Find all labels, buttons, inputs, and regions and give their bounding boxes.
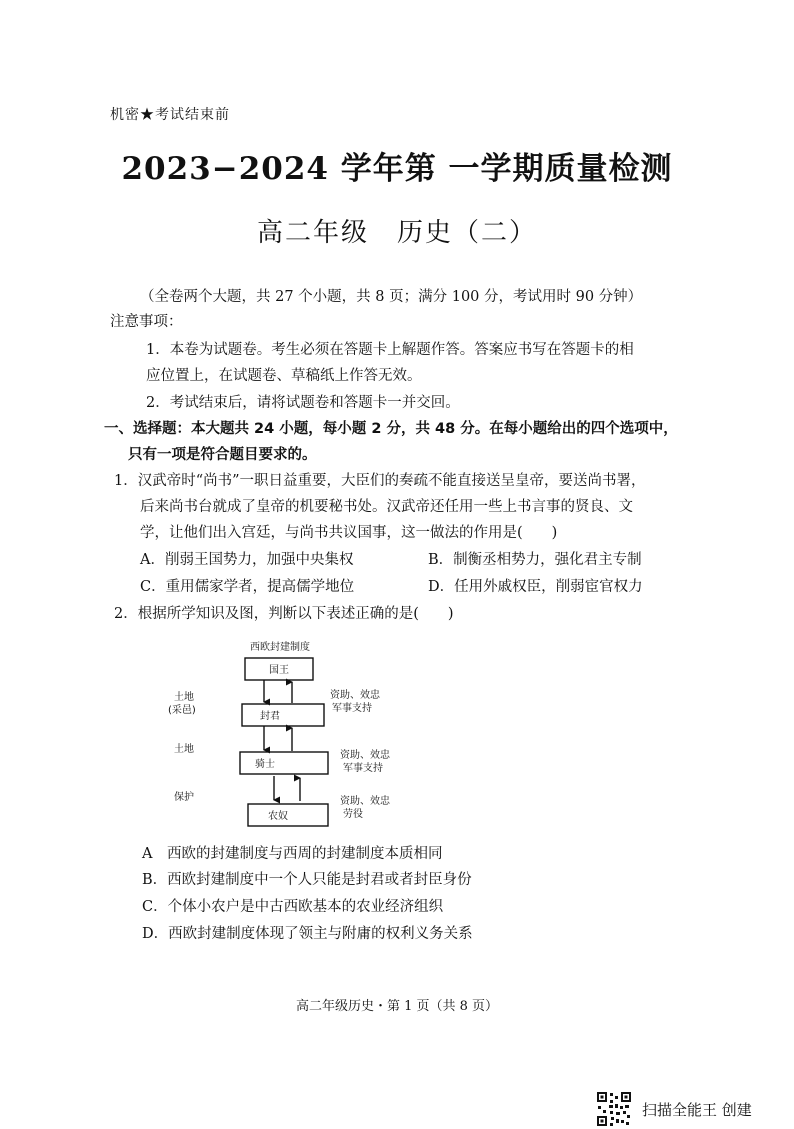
page-footer: 高二年级历史・第 1 页（共 8 页） (295, 999, 499, 1014)
confidential-label: 机密★考试结束前 (110, 107, 230, 123)
question-1-option-b: B．制衡丞相势力，强化君主专制 (428, 552, 642, 568)
section-heading: 一、选择题：本大题共 24 小题，每小题 2 分，共 48 分。在每小题给出的四个选项中， (104, 421, 678, 437)
left-label-3: 保护 (174, 792, 194, 803)
feudal-system-diagram (160, 636, 420, 836)
knight-label: 骑士 (255, 759, 275, 770)
question-1-line-3: 学，让他们出入宫廷，与尚书共议国事，这一做法的作用是( ) (140, 525, 558, 541)
left-label-2: 土地 (174, 744, 194, 755)
left-label-1b: (采邑) (168, 705, 196, 716)
question-1-option-c: C．重用儒家学者，提高儒学地位 (140, 579, 355, 595)
exam-subtitle: 高二年级 历史（二） (256, 218, 537, 248)
diagram-title: 西欧封建制度 (250, 642, 310, 653)
question-1-line-1: 1．汉武帝时“尚书”一职日益重要，大臣们的奏疏不能直接送呈皇帝，要送尚书署， (114, 473, 646, 489)
exam-title: 2023−2024 学年第 一学期质量检测 (121, 151, 673, 187)
serf-box (248, 804, 328, 826)
question-2-option-a: A 西欧的封建制度与西周的封建制度本质相同 (142, 846, 443, 862)
question-1-option-a: A．削弱王国势力，加强中央集权 (140, 552, 354, 568)
question-2-stem: 2．根据所学知识及图，判断以下表述正确的是( ) (114, 606, 454, 622)
right-label-3a: 资助、效忠 (340, 796, 390, 807)
section-heading-cont: 只有一项是符合题目要求的。 (128, 447, 317, 463)
knight-box (240, 752, 328, 774)
question-2-option-b: B．西欧封建制度中一个人只能是封君或者封臣身份 (142, 872, 472, 888)
right-label-2b: 军事支持 (343, 763, 383, 774)
question-2-option-d: D．西欧封建制度体现了领主与附庸的权利义务关系 (142, 926, 473, 942)
question-1-line-2: 后来尚书台就成了皇帝的机要秘书处。汉武帝还任用一些上书言事的贤良、文 (140, 499, 633, 515)
king-label: 国王 (269, 665, 289, 676)
serf-label: 农奴 (268, 811, 288, 822)
scanner-watermark (596, 1089, 752, 1129)
scanner-watermark-text: 扫描全能王 创建 (642, 1100, 752, 1119)
notice-item-1-cont: 应位置上，在试题卷、草稿纸上作答无效。 (146, 368, 422, 384)
question-1-option-d: D．任用外戚权臣，削弱宦官权力 (428, 579, 643, 595)
notice-item-2: 2．考试结束后，请将试题卷和答题卡一并交回。 (146, 395, 460, 411)
right-label-1b: 军事支持 (332, 703, 372, 714)
qr-code-icon (596, 1091, 632, 1127)
right-label-2a: 资助、效忠 (340, 750, 390, 761)
right-label-3b: 劳役 (343, 809, 363, 820)
question-2-option-c: C．个体小农户是中古西欧基本的农业经济组织 (142, 899, 444, 915)
lord-box (242, 704, 324, 726)
right-label-1a: 资助、效忠 (330, 690, 380, 701)
exam-summary: （全卷两个大题，共 27 个小题，共 8 页；满分 100 分，考试用时 90 分钟） (140, 289, 643, 305)
lord-label: 封君 (260, 711, 280, 722)
left-label-1a: 土地 (174, 692, 194, 703)
notice-item-1: 1．本卷为试题卷。考生必须在答题卡上解题作答。答案应书写在答题卡的相 (146, 342, 634, 358)
notice-label: 注意事项： (110, 314, 183, 330)
